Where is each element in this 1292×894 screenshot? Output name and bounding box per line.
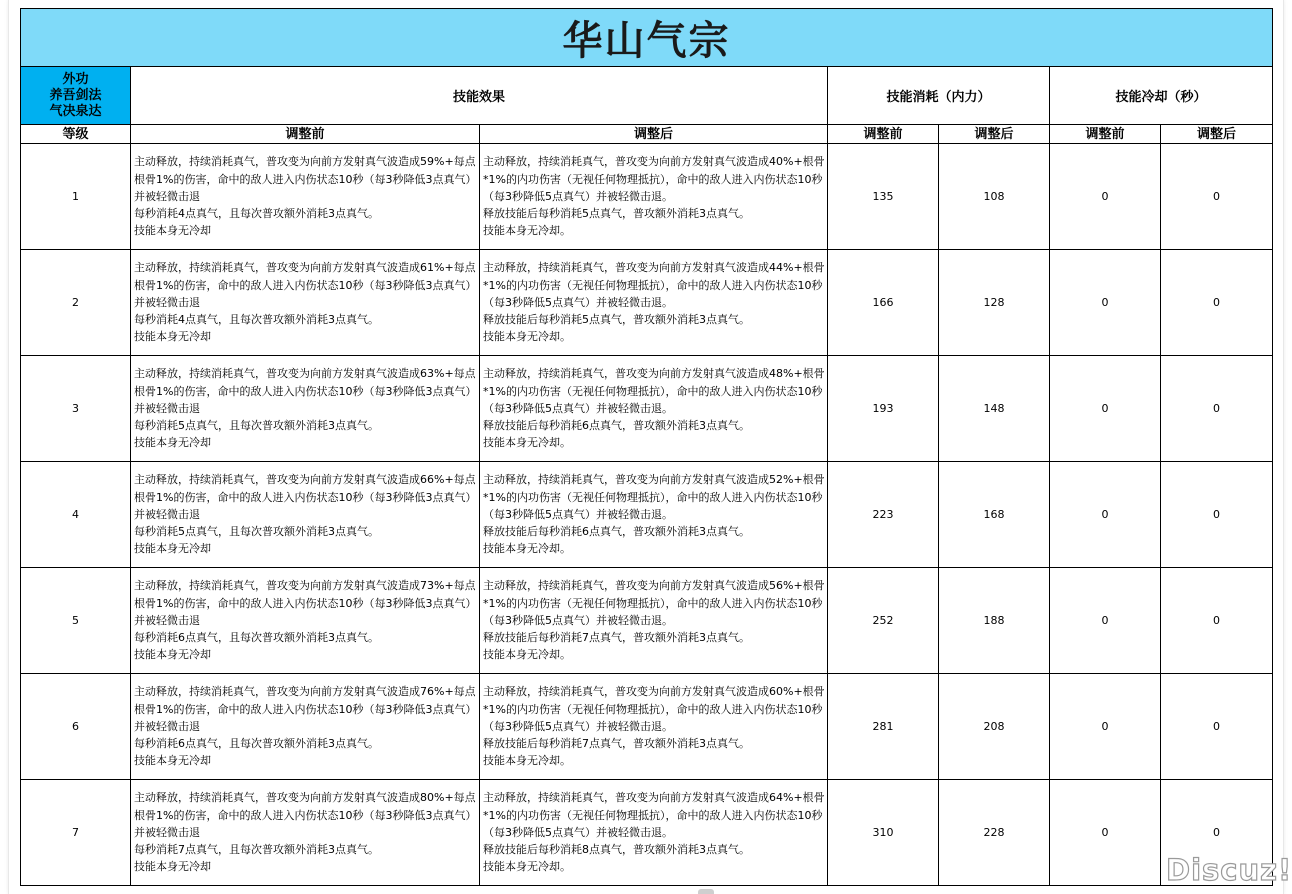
level-cell: 1: [21, 144, 131, 250]
effect-before-cell: 主动释放，持续消耗真气，普攻变为向前方发射真气波造成61%+每点根骨1%的伤害，命中的敌人进入内伤状态10秒（每3秒降低3点真气）并被轻微击退 每秒消耗4点真气，且每次普攻额外消耗3点真气。 技能本身无冷却: [131, 250, 480, 356]
title-row: [21, 9, 1273, 67]
cd-after-header: 调整后: [1161, 125, 1273, 144]
corner-line-3: 气决泉达: [49, 103, 102, 119]
effect-after-cell: 主动释放，持续消耗真气，普攻变为向前方发射真气波造成44%+根骨*1%的内功伤害（无视任何物理抵抗），命中的敌人进入内伤状态10秒（每3秒降低5点真气）并被轻微击退。 释放技能后每秒消耗5点真气，普攻额外消耗3点真气。 技能本身无冷却。: [480, 250, 828, 356]
table-row: [21, 674, 1273, 780]
level-cell: 6: [21, 674, 131, 780]
cd-before-cell: 0: [1050, 568, 1161, 674]
cooldown-group-header: 技能冷却（秒）: [1050, 67, 1273, 125]
cost-before-cell: 310: [828, 780, 939, 886]
cd-before-cell: 0: [1050, 674, 1161, 780]
cost-after-cell: 228: [939, 780, 1050, 886]
discuz-watermark: Discuz!: [1166, 853, 1292, 887]
cd-after-cell: 0: [1161, 356, 1273, 462]
effect-before-cell: 主动释放，持续消耗真气，普攻变为向前方发射真气波造成73%+每点根骨1%的伤害，命中的敌人进入内伤状态10秒（每3秒降低3点真气）并被轻微击退 每秒消耗6点真气，且每次普攻额外消耗3点真气。 技能本身无冷却: [131, 568, 480, 674]
cd-after-cell: 0: [1161, 462, 1273, 568]
document-page: [8, 0, 1284, 894]
effect-after-cell: 主动释放，持续消耗真气，普攻变为向前方发射真气波造成48%+根骨*1%的内功伤害（无视任何物理抵抗），命中的敌人进入内伤状态10秒（每3秒降低5点真气）并被轻微击退。 释放技能后每秒消耗6点真气，普攻额外消耗3点真气。 技能本身无冷却。: [480, 356, 828, 462]
table-row: [21, 250, 1273, 356]
level-cell: 4: [21, 462, 131, 568]
cost-after-cell: 128: [939, 250, 1050, 356]
cost-before-cell: 166: [828, 250, 939, 356]
effect-before-cell: 主动释放，持续消耗真气，普攻变为向前方发射真气波造成76%+每点根骨1%的伤害，命中的敌人进入内伤状态10秒（每3秒降低3点真气）并被轻微击退 每秒消耗6点真气，且每次普攻额外消耗3点真气。 技能本身无冷却: [131, 674, 480, 780]
cost-group-header: 技能消耗（内力）: [828, 67, 1050, 125]
level-cell: 7: [21, 780, 131, 886]
effect-before-cell: 主动释放，持续消耗真气，普攻变为向前方发射真气波造成59%+每点根骨1%的伤害，命中的敌人进入内伤状态10秒（每3秒降低3点真气）并被轻微击退 每秒消耗4点真气，且每次普攻额外消耗3点真气。 技能本身无冷却: [131, 144, 480, 250]
effect-after-cell: 主动释放，持续消耗真气，普攻变为向前方发射真气波造成56%+根骨*1%的内功伤害（无视任何物理抵抗），命中的敌人进入内伤状态10秒（每3秒降低5点真气）并被轻微击退。 释放技能后每秒消耗7点真气，普攻额外消耗3点真气。 技能本身无冷却。: [480, 568, 828, 674]
cd-before-cell: 0: [1050, 780, 1161, 886]
cd-after-cell: 0: [1161, 674, 1273, 780]
level-cell: 3: [21, 356, 131, 462]
cd-before-cell: 0: [1050, 250, 1161, 356]
scroll-indicator[interactable]: [698, 889, 714, 894]
page-title: 华山气宗: [21, 9, 1273, 67]
effect-before-cell: 主动释放，持续消耗真气，普攻变为向前方发射真气波造成63%+每点根骨1%的伤害，命中的敌人进入内伤状态10秒（每3秒降低3点真气）并被轻微击退 每秒消耗5点真气，且每次普攻额外消耗3点真气。 技能本身无冷却: [131, 356, 480, 462]
cost-after-header: 调整后: [939, 125, 1050, 144]
cost-before-cell: 135: [828, 144, 939, 250]
table-body: [21, 9, 1273, 886]
cd-after-cell: 0: [1161, 780, 1273, 886]
cd-before-header: 调整前: [1050, 125, 1161, 144]
effect-after-cell: 主动释放，持续消耗真气，普攻变为向前方发射真气波造成52%+根骨*1%的内功伤害（无视任何物理抵抗），命中的敌人进入内伤状态10秒（每3秒降低5点真气）并被轻微击退。 释放技能后每秒消耗6点真气，普攻额外消耗3点真气。 技能本身无冷却。: [480, 462, 828, 568]
effect-group-header: 技能效果: [131, 67, 828, 125]
level-cell: 2: [21, 250, 131, 356]
cd-before-cell: 0: [1050, 144, 1161, 250]
skill-table: [20, 8, 1273, 886]
sub-header-row: [21, 125, 1273, 144]
table-row: [21, 144, 1273, 250]
cost-after-cell: 148: [939, 356, 1050, 462]
cost-before-cell: 252: [828, 568, 939, 674]
cost-after-cell: 168: [939, 462, 1050, 568]
effect-after-cell: 主动释放，持续消耗真气，普攻变为向前方发射真气波造成40%+根骨*1%的内功伤害（无视任何物理抵抗），命中的敌人进入内伤状态10秒（每3秒降低5点真气）并被轻微击退。 释放技能后每秒消耗5点真气，普攻额外消耗3点真气。 技能本身无冷却。: [480, 144, 828, 250]
corner-line-1: 外功: [62, 71, 89, 87]
cd-before-cell: 0: [1050, 356, 1161, 462]
cost-after-cell: 188: [939, 568, 1050, 674]
cost-before-header: 调整前: [828, 125, 939, 144]
cost-after-cell: 208: [939, 674, 1050, 780]
cost-before-cell: 281: [828, 674, 939, 780]
effect-before-header: 调整前: [131, 125, 480, 144]
cd-before-cell: 0: [1050, 462, 1161, 568]
cd-after-cell: 0: [1161, 250, 1273, 356]
table-row: [21, 780, 1273, 886]
cd-after-cell: 0: [1161, 568, 1273, 674]
level-cell: 5: [21, 568, 131, 674]
cost-after-cell: 108: [939, 144, 1050, 250]
corner-line-2: 养吾剑法: [49, 87, 102, 103]
effect-after-cell: 主动释放，持续消耗真气，普攻变为向前方发射真气波造成64%+根骨*1%的内功伤害（无视任何物理抵抗），命中的敌人进入内伤状态10秒（每3秒降低5点真气）并被轻微击退。 释放技能后每秒消耗8点真气，普攻额外消耗3点真气。 技能本身无冷却。: [480, 780, 828, 886]
effect-after-cell: 主动释放，持续消耗真气，普攻变为向前方发射真气波造成60%+根骨*1%的内功伤害（无视任何物理抵抗），命中的敌人进入内伤状态10秒（每3秒降低5点真气）并被轻微击退。 释放技能后每秒消耗7点真气，普攻额外消耗3点真气。 技能本身无冷却。: [480, 674, 828, 780]
table-row: [21, 568, 1273, 674]
table-row: [21, 356, 1273, 462]
skill-name-header: [21, 67, 131, 125]
cost-before-cell: 223: [828, 462, 939, 568]
effect-before-cell: 主动释放，持续消耗真气，普攻变为向前方发射真气波造成80%+每点根骨1%的伤害，命中的敌人进入内伤状态10秒（每3秒降低3点真气）并被轻微击退 每秒消耗7点真气，且每次普攻额外消耗3点真气。 技能本身无冷却: [131, 780, 480, 886]
cd-after-cell: 0: [1161, 144, 1273, 250]
effect-after-header: 调整后: [480, 125, 828, 144]
table-row: [21, 462, 1273, 568]
level-header: 等级: [21, 125, 131, 144]
effect-before-cell: 主动释放，持续消耗真气，普攻变为向前方发射真气波造成66%+每点根骨1%的伤害，命中的敌人进入内伤状态10秒（每3秒降低3点真气）并被轻微击退 每秒消耗5点真气，且每次普攻额外消耗3点真气。 技能本身无冷却: [131, 462, 480, 568]
cost-before-cell: 193: [828, 356, 939, 462]
group-header-row: [21, 67, 1273, 125]
